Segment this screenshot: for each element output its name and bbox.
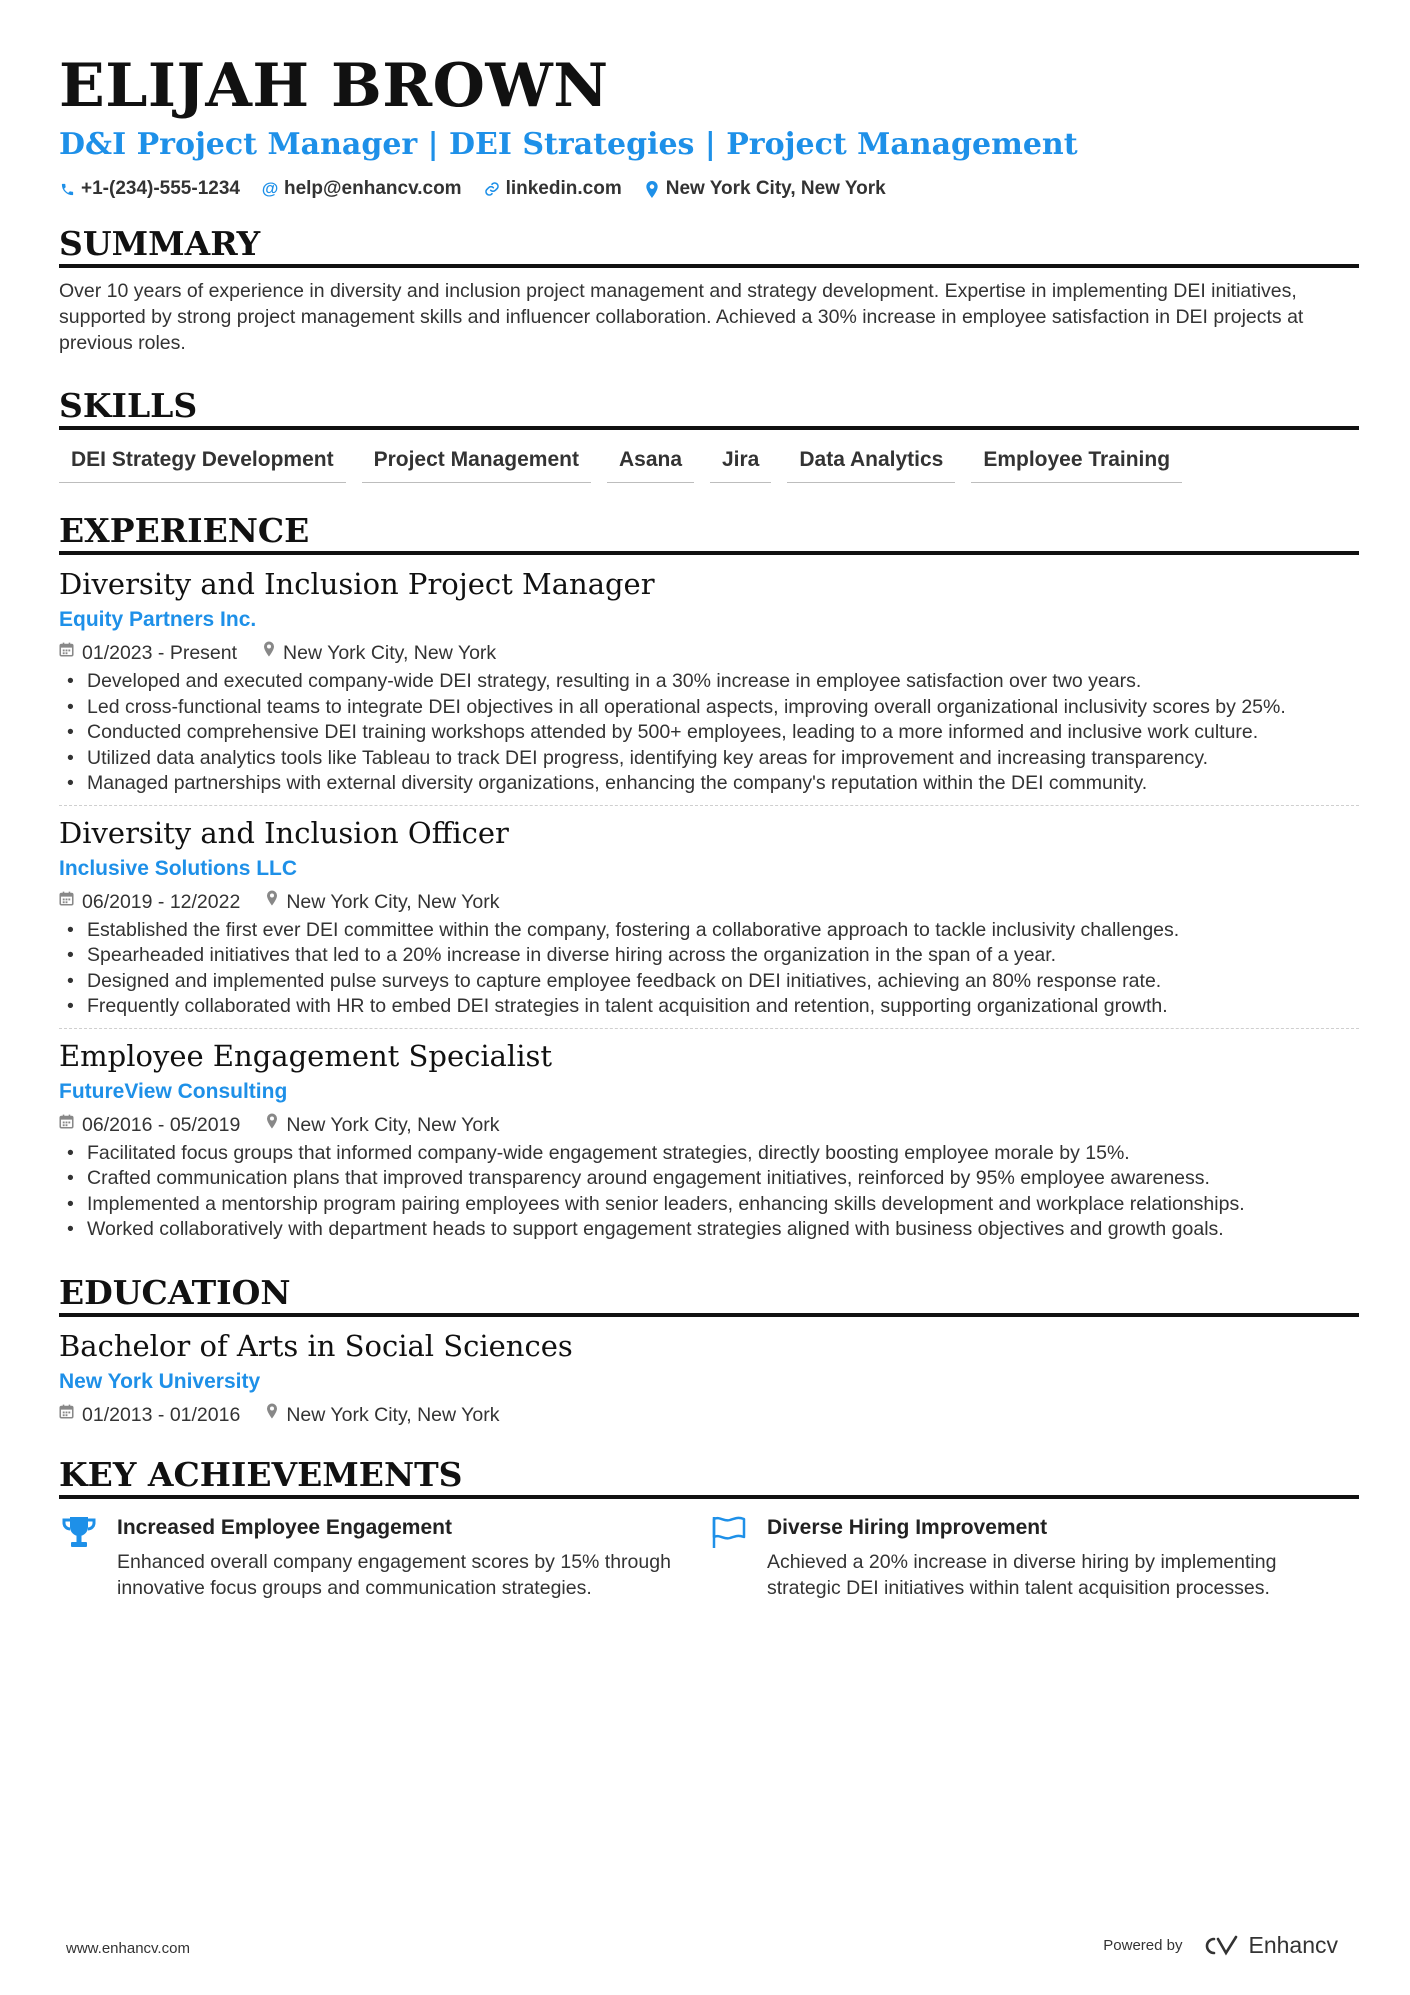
education-location: New York City, New York [286,1403,500,1426]
job-meta [59,1111,1359,1139]
candidate-name: ELIJAH BROWN [59,51,609,121]
summary-title: SUMMARY [59,224,1359,268]
skills-list [59,444,1359,483]
location-icon [263,639,275,667]
calendar-icon [59,888,74,916]
flag-icon [709,1513,749,1601]
job-bullets [59,669,1359,797]
contact-phone[interactable] [59,176,240,202]
location-icon [266,1401,278,1429]
experience-entry [59,1028,1359,1243]
job-dates: 06/2016 - 05/2019 [82,1113,241,1136]
footer-website[interactable]: www.enhancv.com [66,1940,190,1957]
education-meta [59,1401,1359,1429]
achievement-item [59,1513,709,1601]
education-entry [59,1327,1359,1429]
achievements-section [59,1455,1359,1601]
powered-by-label: Powered by [1103,1937,1183,1954]
achievements-title: KEY ACHIEVEMENTS [59,1455,1359,1499]
skill-tag: Data Analytics [787,444,955,483]
list-item: • Developed and executed company-wide DEI strategy, resulting in a 30% increase in employee satisfaction over two years. [59,669,1359,695]
calendar-icon [59,1401,74,1429]
contact-location [644,176,886,202]
list-item: • Implemented a mentorship program pairing employees with senior leaders, enhancing skills development and workplace relationships. [59,1192,1359,1218]
skill-tag: Asana [607,444,694,483]
list-item: • Crafted communication plans that improved transparency around engagement initiatives, reinforced by 95% employee awareness. [59,1166,1359,1192]
education-dates: 01/2013 - 01/2016 [82,1403,241,1426]
list-item: • Spearheaded initiatives that led to a 20% increase in diverse hiring across the organization in the span of a year. [59,943,1359,969]
education-title: EDUCATION [59,1273,1359,1317]
footer-branding [1103,1932,1338,1959]
skill-tag: Jira [710,444,771,483]
job-bullets [59,1141,1359,1243]
achievement-desc: Enhanced overall company engagement scores by 15% through innovative focus groups and communication strategies. [117,1550,671,1599]
contact-row [59,176,1359,202]
job-dates: 01/2023 - Present [82,642,238,664]
enhancv-logo[interactable] [1200,1932,1338,1959]
list-item: • Utilized data analytics tools like Tableau to track DEI progress, identifying key areas for improvement and increasing transparency. [59,746,1359,772]
experience-title: EXPERIENCE [59,511,1359,555]
list-item: • Managed partnerships with external diversity organizations, enhancing the company's reputation within the DEI community. [59,771,1359,797]
location-icon [266,888,278,916]
job-location: New York City, New York [286,1113,500,1136]
list-item: • Established the first ever DEI committee within the company, fostering a collaborative approach to tackle inclusivity challenges. [59,918,1359,944]
company-name: Equity Partners Inc. [59,608,257,631]
job-title: Diversity and Inclusion Project Manager [59,567,655,601]
calendar-icon [59,639,74,667]
phone-icon [59,182,75,197]
contact-phone-text: +1-(234)-555-1234 [81,178,240,199]
candidate-headline: D&I Project Manager | DEI Strategies | Project Management [59,127,1078,162]
contact-email[interactable] [262,176,462,202]
degree-title: Bachelor of Arts in Social Sciences [59,1328,573,1363]
enhancv-logo-icon [1200,1935,1242,1957]
experience-entry [59,565,1359,797]
contact-linkedin-text: linkedin.com [505,178,622,199]
enhancv-wordmark: Enhancv [1248,1932,1338,1958]
list-item: • Worked collaboratively with department heads to support engagement strategies aligned with business objectives and growth goals. [59,1217,1359,1243]
experience-section [59,511,1359,1243]
at-icon: @ [261,179,279,198]
job-dates: 06/2019 - 12/2022 [82,890,241,913]
job-meta [59,639,1359,667]
achievement-title: Diverse Hiring Improvement [767,1515,1048,1539]
job-title: Diversity and Inclusion Officer [59,815,509,850]
resume-header [59,48,1359,202]
job-location: New York City, New York [286,890,500,913]
trophy-icon [59,1513,99,1601]
calendar-icon [59,1111,74,1139]
skills-title: SKILLS [59,386,1359,430]
resume-page [59,48,1359,1601]
list-item: • Facilitated focus groups that informed company-wide engagement strategies, directly boosting employee morale by 15%. [59,1141,1359,1167]
contact-email-text: help@enhancv.com [283,178,462,199]
achievements-list [59,1513,1359,1601]
list-item: • Designed and implemented pulse surveys to capture employee feedback on DEI initiatives, achieving an 80% response rate. [59,969,1359,995]
achievement-desc: Achieved a 20% increase in diverse hiring by implementing strategic DEI initiatives within talent acquisition processes. [767,1550,1277,1599]
achievement-item [709,1513,1359,1601]
list-item: • Led cross-functional teams to integrate DEI objectives in all operational aspects, improving overall organizational inclusivity scores by 25%. [59,695,1359,721]
job-title: Employee Engagement Specialist [59,1038,553,1073]
summary-text: Over 10 years of experience in diversity and inclusion project management and strategy development. Expertise in implementing DEI initiatives, supported by strong project management skills and influencer collaboration. Achieved a 30% increase in employee satisfaction in DEI projects at previous roles. [59,280,1304,354]
company-name: FutureView Consulting [59,1079,288,1103]
list-item: • Conducted comprehensive DEI training workshops attended by 500+ employees, leading to a more informed and inclusive work culture. [59,720,1359,746]
link-icon [484,181,500,197]
company-name: Inclusive Solutions LLC [59,856,298,880]
location-icon [266,1111,278,1139]
skill-tag: DEI Strategy Development [59,444,346,483]
education-section [59,1273,1359,1429]
contact-location-text: New York City, New York [665,178,886,199]
skills-section [59,386,1359,483]
experience-entry [59,805,1359,1020]
job-meta [59,888,1359,916]
job-location: New York City, New York [283,642,497,664]
achievement-title: Increased Employee Engagement [117,1515,452,1539]
summary-section [59,224,1359,356]
job-bullets [59,918,1359,1020]
skill-tag: Employee Training [971,444,1182,483]
list-item: • Frequently collaborated with HR to embed DEI strategies in talent acquisition and retention, supporting organizational growth. [59,994,1359,1020]
contact-linkedin[interactable] [484,176,622,202]
location-icon [644,181,660,198]
skill-tag: Project Management [362,444,591,483]
school-name: New York University [59,1369,261,1393]
